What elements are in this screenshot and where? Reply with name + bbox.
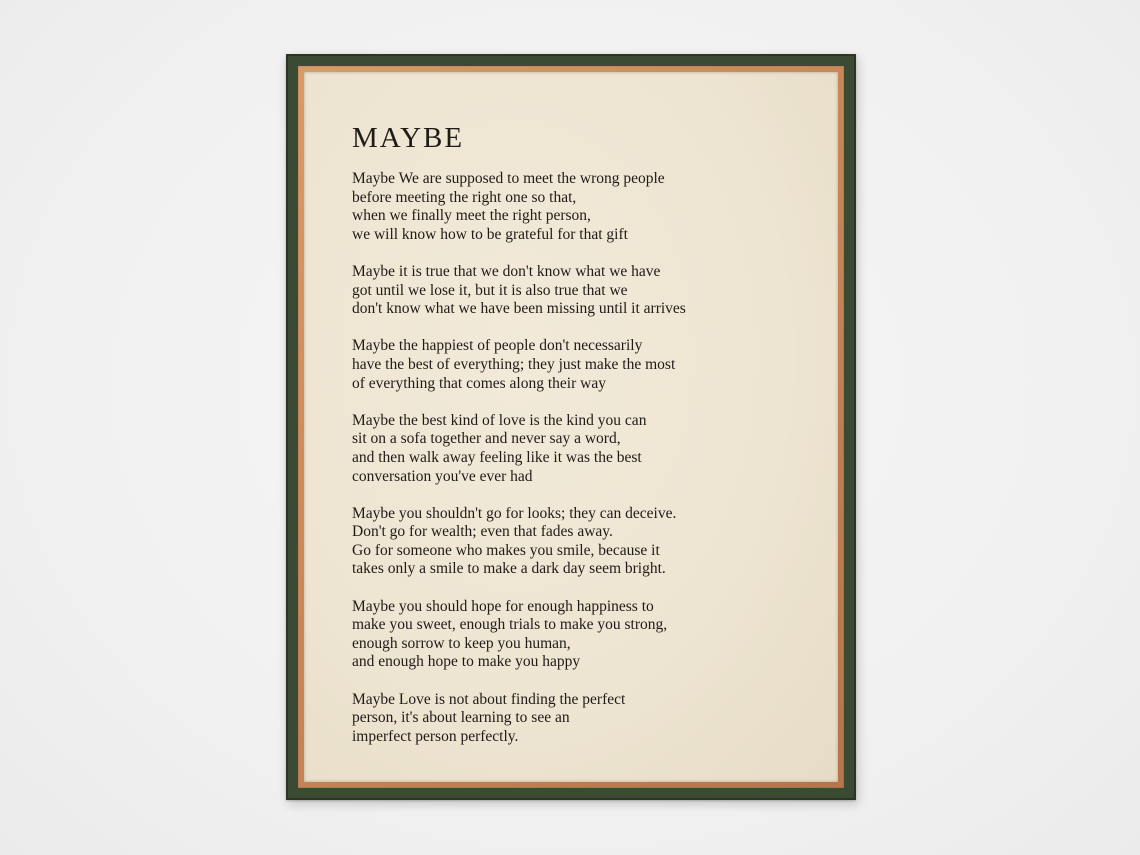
stanza-2 bbox=[352, 263, 792, 319]
poem-line: takes only a smile to make a dark day seem bright. bbox=[352, 560, 666, 578]
poem-line: Maybe you shouldn't go for looks; they can deceive. bbox=[352, 504, 677, 522]
frame-inner-border bbox=[298, 66, 844, 788]
poem-line: and enough hope to make you happy bbox=[352, 653, 581, 671]
poem-line: enough sorrow to keep you human, bbox=[352, 634, 571, 652]
poem-line: when we finally meet the right person, bbox=[352, 207, 591, 225]
poem-line: of everything that comes along their way bbox=[352, 374, 606, 392]
poem-line: Maybe the best kind of love is the kind you can bbox=[352, 411, 647, 429]
poem-line: don't know what we have been missing until it arrives bbox=[352, 300, 686, 318]
poem-line: make you sweet, enough trials to make you strong, bbox=[352, 616, 668, 634]
poem-line: Maybe Love is not about finding the perfect bbox=[352, 690, 626, 708]
poem-body bbox=[352, 170, 792, 765]
stanza-7 bbox=[352, 691, 792, 747]
poem-line: before meeting the right one so that, bbox=[352, 188, 577, 206]
poem-line: conversation you've ever had bbox=[352, 467, 533, 485]
picture-frame bbox=[286, 54, 856, 800]
poem-line: sit on a sofa together and never say a word, bbox=[352, 430, 621, 448]
stanza-1 bbox=[352, 170, 792, 244]
poem-line: Maybe it is true that we don't know what we have bbox=[352, 262, 661, 280]
stanza-4 bbox=[352, 412, 792, 486]
poem-line: Maybe the happiest of people don't necessarily bbox=[352, 337, 643, 355]
poem-title: MAYBE bbox=[352, 122, 465, 154]
poem-line: we will know how to be grateful for that gift bbox=[352, 225, 628, 243]
poem-line: and then walk away feeling like it was the best bbox=[352, 448, 642, 466]
poem-line: Don't go for wealth; even that fades away. bbox=[352, 523, 613, 541]
poem-line: got until we lose it, but it is also true that we bbox=[352, 281, 628, 299]
poem-line: Go for someone who makes you smile, because it bbox=[352, 541, 660, 559]
stanza-3 bbox=[352, 337, 792, 393]
poem-line: Maybe We are supposed to meet the wrong people bbox=[352, 170, 665, 187]
stanza-5 bbox=[352, 505, 792, 579]
poem-line: Maybe you should hope for enough happiness to bbox=[352, 597, 654, 615]
poem-line: person, it's about learning to see an bbox=[352, 709, 570, 727]
poem-print bbox=[304, 72, 838, 782]
stanza-6 bbox=[352, 598, 792, 672]
poem-line: have the best of everything; they just make the most bbox=[352, 355, 676, 373]
poem-line: imperfect person perfectly. bbox=[352, 727, 519, 745]
